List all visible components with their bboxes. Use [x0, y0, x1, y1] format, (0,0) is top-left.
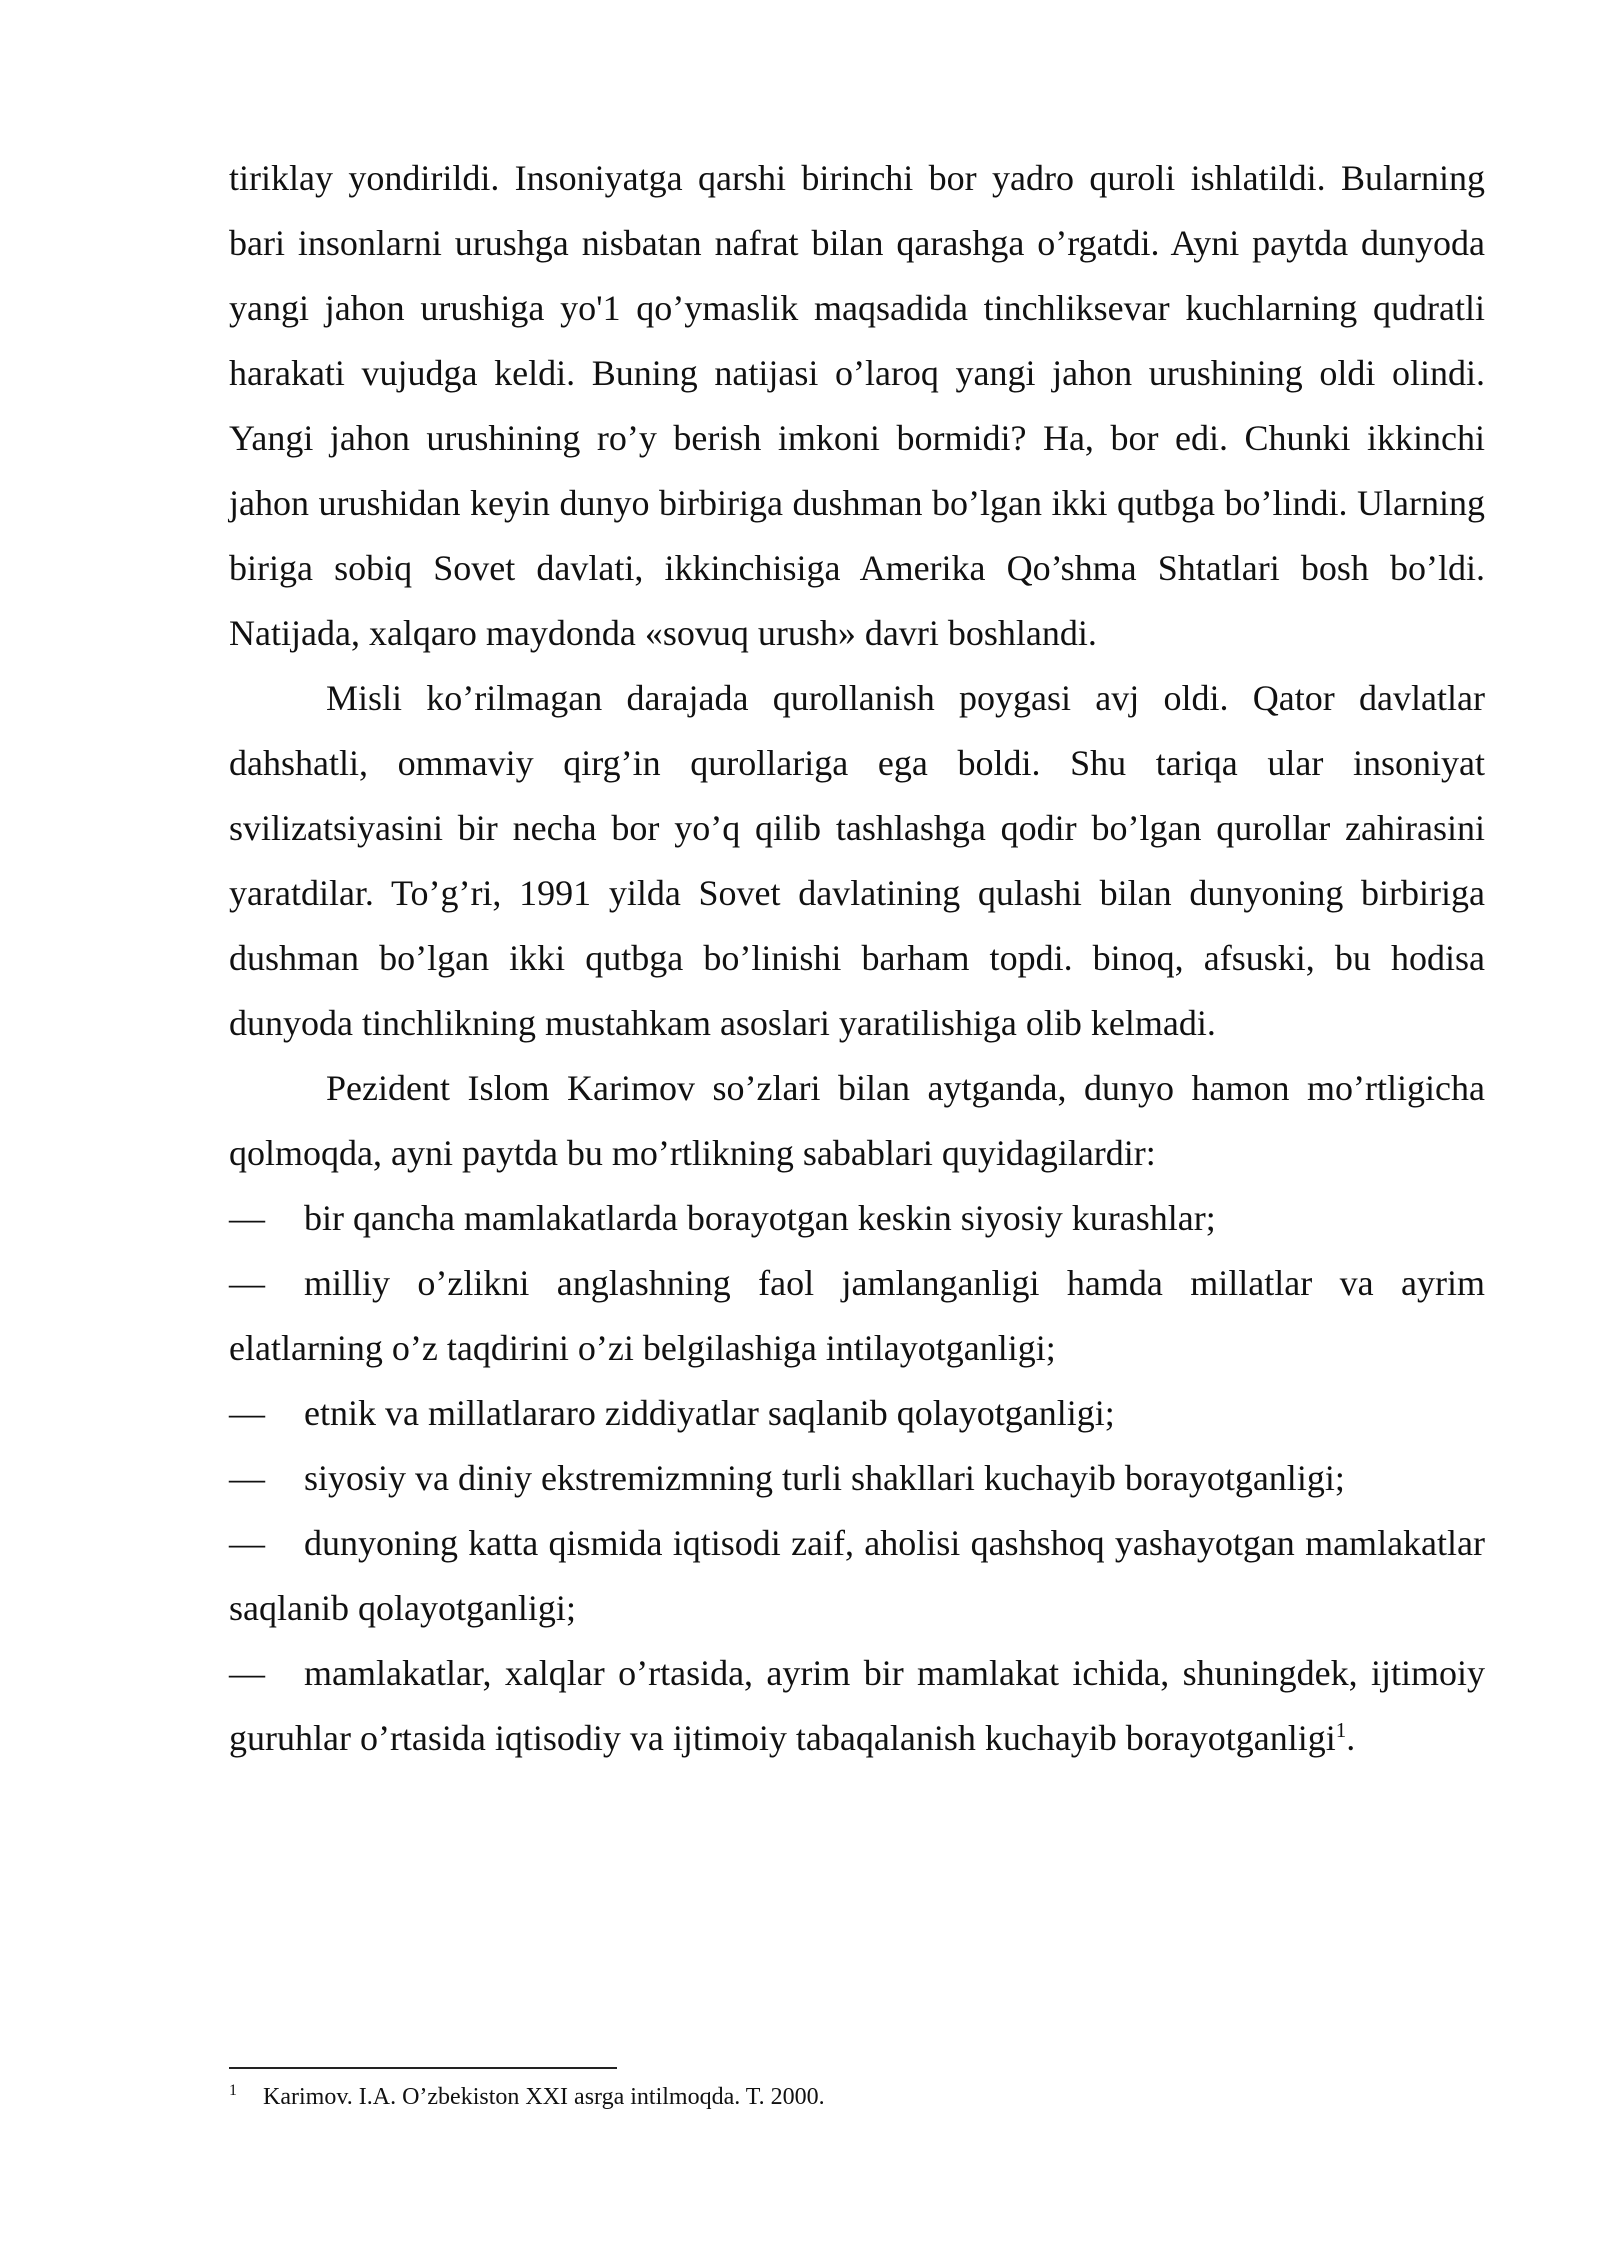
dash-marker: —: [229, 1263, 265, 1303]
list-item: [229, 1251, 1485, 1381]
list-item-text: bir qancha mamlakatlarda borayotgan keskin siyosiy kurashlar;: [304, 1198, 1216, 1238]
dash-marker: —: [229, 1523, 265, 1563]
paragraph-2: Misli ko’rilmagan darajada qurollanish poygasi avj oldi. Qator davlatlar dahshatli, ommaviy qirg’in qurollariga ega boldi. Shu tariqa ular insoniyat svilizatsiyasini bir necha bor yo’q qilib tashlashga qodir bo’lgan qurollar zahirasini yaratdilar. To’g’ri, 1991 yilda Sovet davlatining qulashi bilan dunyoning birbiriga dushman bo’lgan ikki qutbga bo’linishi barham topdi. binoq, afsuski, bu hodisa dunyoda tinchlikning mustahkam asoslari yaratilishiga olib kelmadi.: [229, 678, 1485, 1043]
dash-marker: —: [229, 1198, 265, 1238]
list-item: [229, 1511, 1485, 1641]
list-item-text: dunyoning katta qismida iqtisodi zaif, aholisi qashshoq yashayotgan mamlakatlar saqlanib qolayotganligi;: [229, 1523, 1485, 1628]
dash-marker: —: [229, 1393, 265, 1433]
footnote-reference[interactable]: 1: [1335, 1718, 1347, 1742]
list-item-text: etnik va millatlararo ziddiyatlar saqlanib qolayotganligi;: [304, 1393, 1115, 1433]
paragraph-1: tiriklay yondirildi. Insoniyatga qarshi birinchi bor yadro quroli ishlatildi. Bularning bari insonlarni urushga nisbatan nafrat bilan qarashga o’rgatdi. Ayni paytda dunyoda yangi jahon urushiga yo'1 qo’ymaslik maqsadida tinchliksevar kuchlarning qudratli harakati vujudga keldi. Buning natijasi o’laroq yangi jahon urushining oldi olindi. Yangi jahon urushining ro’y berish imkoni bormidi? Ha, bor edi. Chunki ikkinchi jahon urushidan keyin dunyo birbiriga dushman bo’lgan ikki qutbga bo’lindi. Ularning biriga sobiq Sovet davlati, ikkinchisiga Amerika Qo’shma Shtatlari bosh bo’ldi. Natijada, xalqaro maydonda «sovuq urush» davri boshlandi.: [229, 158, 1485, 653]
list-item-end: .: [1346, 1718, 1356, 1758]
list-item: [229, 1446, 1485, 1511]
footnote: [229, 2080, 1485, 2114]
dash-marker: —: [229, 1653, 265, 1693]
paragraph-3: Pezident Islom Karimov so’zlari bilan aytganda, dunyo hamon mo’rtligicha qolmoqda, ayni paytda bu mo’rtlikning sabablari quyidagilardir:: [229, 1068, 1485, 1173]
footnote-text: Karimov. I.A. O’zbekiston XXI asrga intilmoqda. T. 2000.: [263, 2084, 825, 2110]
list-item-text: mamlakatlar, xalqlar o’rtasida, ayrim bir mamlakat ichida, shuningdek, ijtimoiy guruhlar o’rtasida iqtisodiy va ijtimoiy tabaqalanish kuchayib borayotganligi: [229, 1653, 1485, 1758]
list-item: [229, 1186, 1485, 1251]
list-item-text: milliy o’zlikni anglashning faol jamlanganligi hamda millatlar va ayrim elatlarning o’z taqdirini o’zi belgilashiga intilayotganligi;: [229, 1263, 1485, 1368]
list-item: [229, 1641, 1485, 1771]
list-item: [229, 1381, 1485, 1446]
list-item-text: siyosiy va diniy ekstremizmning turli shakllari kuchayib borayotganligi;: [304, 1458, 1345, 1498]
dash-marker: —: [229, 1458, 265, 1498]
footnote-number: 1: [229, 2082, 237, 2099]
footnote-divider: [229, 2067, 617, 2069]
body-text: [229, 146, 1485, 1771]
